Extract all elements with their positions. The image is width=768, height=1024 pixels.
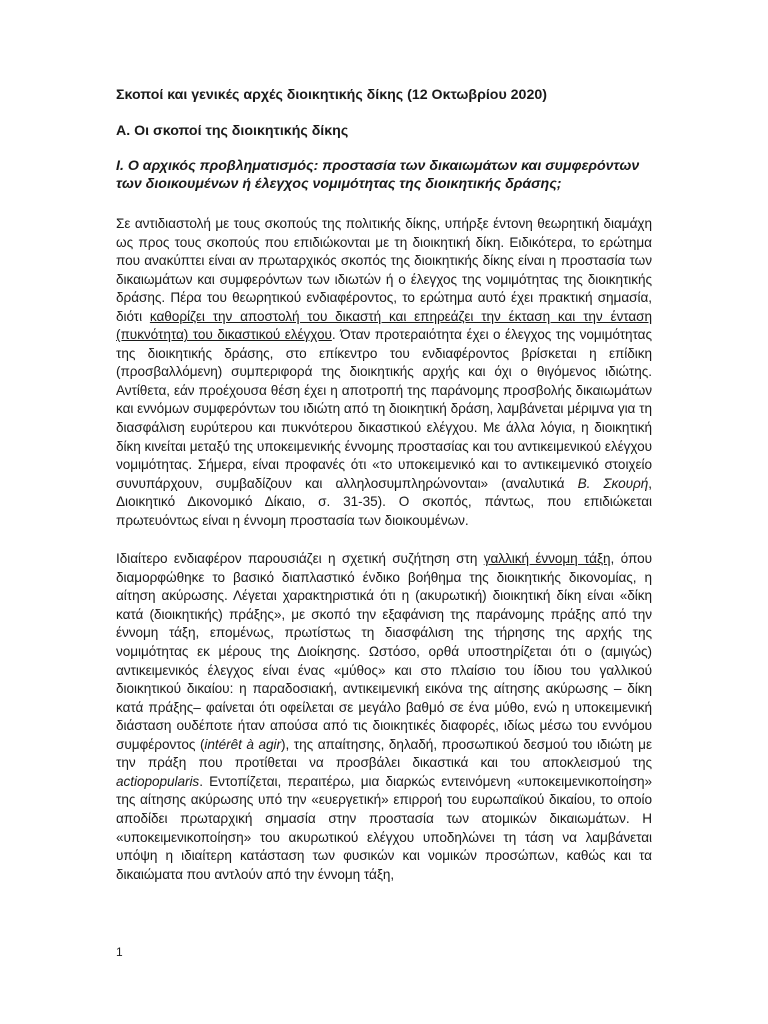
paragraph-2-italic-term-2: actiopopularis — [116, 773, 200, 789]
subsection-heading-i: Ι. Ο αρχικός προβληματισμός: προστασία των δικαιωμάτων και συμφερόντων των διοικουμένων ή έλεγχος νομιμότητας της διοικητικής δράσης; — [116, 158, 640, 192]
document-title: Σκοποί και γενικές αρχές διοικητικής δίκης (12 Οκτωβρίου 2020) — [116, 87, 547, 103]
paragraph-2-text-3: ), της απαίτησης, δηλαδή, προσωπικού δεσμού του ιδιώτη με την πράξη που προτίθεται να προσβάλει δικαστικά και του αποκλεισμού της — [116, 736, 652, 771]
paragraph-2-underlined-text: γαλλική έννομη τάξη — [483, 551, 611, 567]
paragraph-1 — [116, 215, 652, 530]
paragraph-2-text-2: , όπου διαμορφώθηκε το βασικό διαπλαστικό ένδικο βοήθημα της διοικητικής δικονομίας, η αίτηση ακύρωσης. Λέγεται χαρακτηριστικά ότι η (ακυρωτική) διοικητική δίκη είναι «δίκη κατά (διοικητικής) πράξης», με σκοπό την εξαφάνιση της παράνομης πράξης από την έννομη τάξη, επομένως, πρωτίστως τη διασφάλιση της τήρησης της αρχής της νομιμότητας εκ μέρους της Διοίκησης. Ωστόσο, ορθά υποστηρίζεται ότι ο (αμιγώς) αντικειμενικός έλεγχος είναι ένας «μύθος» και στο πλαίσιο του ίδιου του γαλλικού διοικητικού δικαίου: η παραδοσιακή, αντικειμενική εικόνα της αίτησης ακύρωσης – δίκη κατά πράξης– φαίνεται ότι οφείλεται σε μεγάλο βαθμό σε ένα μύθο, ενώ η υποκειμενική διάσταση ουδέποτε ήταν απούσα από τις διοικητικές διαφορές, ιδίως μέσω του εννόμου συμφέροντος ( — [116, 551, 652, 752]
paragraph-2-italic-term-1: intérêt à agir — [204, 736, 281, 752]
paragraph-1-text-3: , Διοικητικό Δικονομικό Δίκαιο, σ. 31-35). Ο σκοπός, πάντως, που επιδιώκεται πρωτευόντως είναι η έννομη προστασία των διοικουμένων. — [116, 475, 652, 528]
paragraph-1-underlined-text: καθορίζει την αποστολή του δικαστή και επηρεάζει την έκταση και την ένταση (πυκνότητα) του δικαστικού ελέγχου — [116, 308, 653, 343]
document-page — [116, 86, 652, 884]
paragraph-2 — [116, 550, 652, 884]
paragraph-2-text-4: . Εντοπίζεται, περαιτέρω, μια διαρκώς εντεινόμενη «υποκειμενικοποίηση» της αίτησης ακύρωσης υπό την «ευεργετική» επιρροή του ευρωπαϊκού δικαίου, το οποίο αποδίδει πρωταρχική σημασία στην προστασία των ατομικών δικαιωμάτων. Η «υποκειμενικοποίηση» του ακυρωτικού ελέγχου υποδηλώνει τη τάση να λαμβάνεται υπόψη η ιδιαίτερη κατάσταση των φυσικών και νομικών προσώπων, καθώς και τα δικαιώματα που αντλούν από την έννομη τάξη, — [116, 773, 652, 882]
paragraph-1-author-citation: Β. Σκουρή — [577, 475, 649, 491]
section-heading-a: Α. Οι σκοποί της διοικητικής δίκης — [116, 123, 349, 139]
paragraph-1-text-1: Σε αντιδιαστολή με τους σκοπούς της πολιτικής δίκης, υπήρξε έντονη θεωρητική διαμάχη ως προς τους σκοπούς που επιδιώκονται με τη διοικητική δίκη. Ειδικότερα, το ερώτημα που ανακύπτει είναι αν πρωταρχικός σκοπός της διοικητικής δίκης είναι η προστασία των δικαιωμάτων και συμφερόντων των ιδιωτών ή ο έλεγχος της νομιμότητας της διοικητικής δράσης. Πέρα του θεωρητικού ενδιαφέροντος, το ερώτημα αυτό έχει πρακτική σημασία, διότι — [116, 216, 652, 324]
paragraph-2-text-1: Ιδιαίτερο ενδιαφέρον παρουσιάζει η σχετική συζήτηση στη — [116, 551, 484, 567]
paragraph-1-text-2: . Όταν προτεραιότητα έχει ο έλεγχος της νομιμότητας της διοικητικής δράσης, στο επίκεντρο του ενδιαφέροντος βρίσκεται η επίδικη (προσβαλλόμενη) συμπεριφορά της διοικητικής αρχής και όχι ο θιγόμενος ιδιώτης. Αντίθετα, εάν προέχουσα θέση έχει η αποτροπή της παράνομης προσβολής δικαιωμάτων και εννόμων συμφερόντων του ιδιώτη από τη διοικητική δράση, λαμβάνεται μέριμνα για τη διασφάλιση ευρύτερου και πυκνότερου δικαστικού ελέγχου. Με άλλα λόγια, η διοικητική δίκη κινείται μεταξύ της υποκειμενικής έννομης προστασίας και του αντικειμενικού ελέγχου νομιμότητας. Σήμερα, είναι προφανές ότι «το υποκειμενικό και το αντικειμενικό στοιχείο συνυπάρχουν, συμβαδίζουν και αλληλοσυμπληρώνονται» (αναλυτικά — [116, 327, 652, 491]
page-number: 1 — [116, 945, 123, 959]
